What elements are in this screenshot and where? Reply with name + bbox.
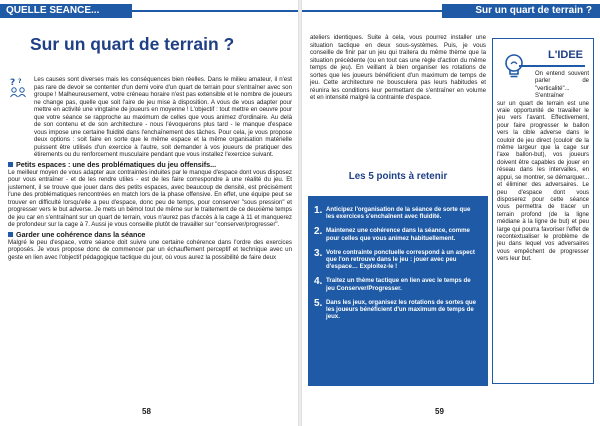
left-column <box>8 76 292 261</box>
section1-paragraph: Le meilleur moyen de vous adapter aux contraintes induites par le manque d'espace dont vous disposez pour vous entraîner - et de les rendre utiles - est de les faire correspondre à une réalité du jeu. Et justement, il se trouve que jouer dans des petits espaces, avec beaucoup de densité, est précisément l'une des problématiques rencontrées en match lors de la phase offensive. En effet, une équipe peut se trouver en difficulté lorsqu'elle a peu d'espace, donc peu de temps, pour conserver "sous pression" et progresser vers le but adverse. Je mets un bémol tout de même sur le traitement de ce deuxième temps de jeu car en s'entraînant sur un quart de terrain, vous n'aurez pas d'accès à la cage à 11 et manquerez de profondeur sur la cage à 7. Aussi je vous conseille plutôt de travailler sur "conserver/progresser". <box>8 168 292 228</box>
intro-block <box>8 76 292 159</box>
section-header-right: Sur un quart de terrain ? <box>442 4 600 18</box>
intro-paragraph: Les causes sont diverses mais les conséquences bien réelles. Dans le milieu amateur, il n'est pas rare de devoir se contenter d'un demi voire d'un quart de terrain pour s'entraîner avec son groupe ! Malheureusement, votre créneau horaire n'est pas extensible et le nombre de joueurs ne change pas, quelle que soit l'aire de jeu mise à disposition. A vous de vous adapter pour mettre en activité une vingtaine de joueurs en moyenne ! L'objectif : tout mettre en oeuvre pour que votre séance se rapproche au maximum de celles que vous animez d'ordinaire. Au delà de son contenu et de son architecture - nous l'évoquerons plus tard - le manque d'espace vous impose une certaine fluidité dans l'enchaînement des tâches. Pour cela, je vous propose deux options : soit faire en sorte que le même espace et la même organisation matérielle puissent être utilisés d'un exercice à l'autre, soit demander à vos joueurs de pratiquer des étirements ou du renforcement musculaire pendant que vous installez l'exercice suivant. <box>34 76 292 158</box>
points-title: Les 5 points à retenir <box>348 171 448 182</box>
header-rule-left <box>132 10 298 12</box>
point-number: 1. <box>314 205 323 216</box>
svg-text:?: ? <box>10 78 16 88</box>
point-text: Dans les jeux, organisez les rotations de sortes que les joueurs bénéficient d'un maximum de temps de jeux. <box>326 298 477 321</box>
point-item <box>314 249 480 271</box>
point-text: Votre contrainte ponctuelle correspond à un aspect que l'on retrouve dans le jeu : jouer avec peu d'espace… Exploitez-le ! <box>326 248 475 271</box>
section-header-left: QUELLE SEANCE... <box>0 4 132 18</box>
point-item <box>314 277 480 291</box>
bullet-square-icon <box>8 232 13 237</box>
points-box <box>308 196 488 386</box>
page-number-left: 58 <box>142 407 151 416</box>
idee-rule <box>519 65 585 67</box>
left-page <box>0 0 298 426</box>
section1-heading: Petits espaces : une des problématiques du jeu offensifs... <box>8 161 292 169</box>
point-item <box>314 206 480 220</box>
point-item <box>314 227 480 241</box>
point-item <box>314 299 480 321</box>
section2-paragraph: Malgré le peu d'espace, votre séance doit suivre une certaine cohérence dans l'ordre des exercices proposés. Je vous propose donc de commencer par un échauffement perceptif et technique avec un geste en lien avec l'objectif pédagogique tactique du jour, où vous aurez la possibilité de faire deux <box>8 238 292 261</box>
point-text: Traitez un thème tactique en lien avec le temps de jeu Conserver/Progresser. <box>326 277 471 292</box>
point-text: Maintenez une cohérence dans la séance, comme pour celles que vous animez habituellement. <box>326 227 470 242</box>
right-column <box>310 34 486 102</box>
idee-text-top: On entend souvent parler de "verticalité"... S'entraîner <box>535 71 589 100</box>
idee-box <box>492 38 594 384</box>
section2-heading: Garder une cohérence dans la séance <box>8 231 292 239</box>
question-people-icon <box>8 76 32 98</box>
idee-text-bottom: sur un quart de terrain est une vraie opportunité de travailler le jeu vers l'avant. Effectivement, pour faire progresser le ballon vers la cible adverse dans le couloir de jeu direct (couloir de la même largeur que la cage sur l'axe ballon-but), vos joueurs doivent être capables de jouer en réseau dans les intervalles, en appui, se montrer, se démarquer... et éliminer des adversaires. Le peu d'espace dont vous disposerez pour cette séance vous permettra de tracer un terrain profond (de la ligne médiane à la ligne de but) et peu large qui pourra favoriser l'effet de recontextualiser le problème de jeu dans lequel vos adversaires vous empêchent de progresser vers leur but. <box>497 100 589 263</box>
point-number: 5. <box>314 297 323 309</box>
right-page <box>302 0 600 426</box>
page-number-right: 59 <box>435 407 444 416</box>
idee-header <box>497 43 589 71</box>
idee-title: L'IDEE <box>547 49 583 61</box>
svg-text:?: ? <box>18 78 22 85</box>
continued-paragraph: ateliers identiques. Suite à cela, vous pourrez installer une situation tactique en deux sous-systèmes. Puis, je vous conseille de finir par un jeu qui traitera du même thème que la situation précédente (ou en tout cas une règle d'action du même temps de jeu). En veillant à bien organiser les rotations de sortes que les joueurs bénéficient d'un maximum de temps de jeu. Cette architecture ne bousculera pas leurs habitudes et réunira les conditions leur permettant de s'entraîner en volume et en intensité malgré la contrainte d'espace. <box>310 34 486 101</box>
page-title: Sur un quart de terrain ? <box>30 34 235 54</box>
header-rule-right <box>302 10 442 12</box>
point-text: Anticipez l'organisation de la séance de sorte que les exercices s'enchaînent avec fluidité. <box>326 206 471 221</box>
point-number: 4. <box>314 276 323 288</box>
point-number: 3. <box>314 247 323 259</box>
point-number: 2. <box>314 226 323 238</box>
bullet-square-icon <box>8 162 13 167</box>
